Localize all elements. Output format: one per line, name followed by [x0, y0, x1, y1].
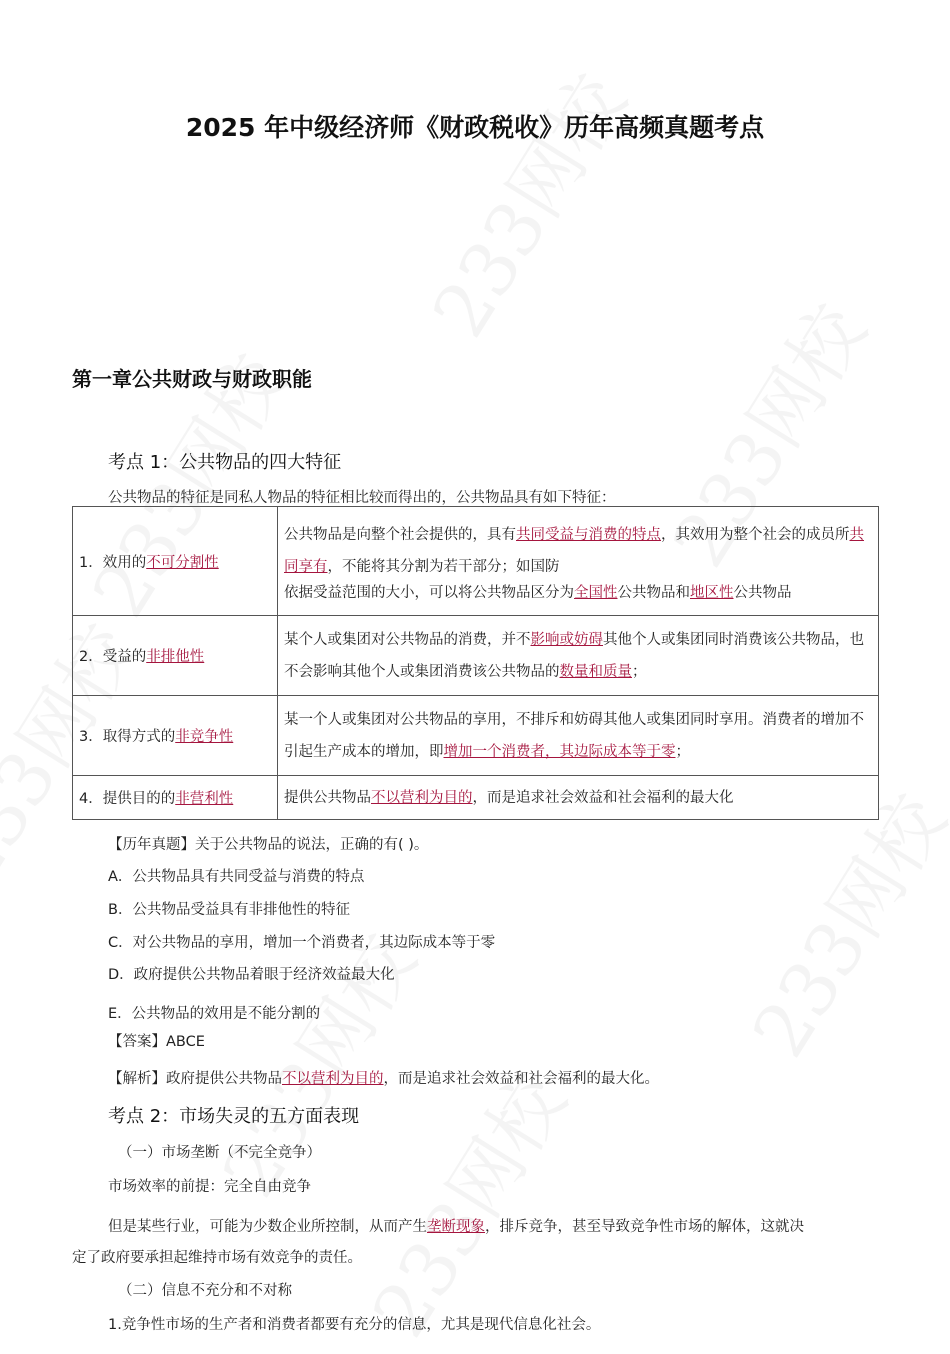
watermark: [343, 1052, 586, 1353]
table-row: [73, 616, 879, 696]
exam-question: 【历年真题】关于公共物品的说法，正确的有( )。: [108, 837, 429, 853]
analysis: 【解析】政府提供公共物品不以营利为目的，而是追求社会效益和社会福利的最大化。: [108, 1071, 659, 1087]
watermark: [193, 912, 436, 1213]
feature-desc: 某个人或集团对公共物品的消费，并不影响或妨碍其他个人或集团同时消费该公共物品，也不会影响其他个人或集团消费该公共物品的数量和质量；: [278, 616, 879, 696]
table-row: [73, 776, 879, 820]
kp1-intro: 公共物品的特征是同私人物品的特征相比较而得出的，公共物品具有如下特征：: [108, 490, 616, 506]
feature-label: 2．受益的非排他性: [73, 616, 278, 696]
kp2-paragraph-line2: 定了政府要承担起维持市场有效竞争的责任。: [72, 1250, 362, 1266]
feature-desc: 提供公共物品不以营利为目的，而是追求社会效益和社会福利的最大化: [278, 776, 879, 820]
option-d: D．政府提供公共物品着眼于经济效益最大化: [108, 967, 395, 983]
kp2-subheading-2: （二）信息不充分和不对称: [118, 1283, 292, 1299]
option-e: E．公共物品的效用是不能分割的: [108, 1006, 321, 1022]
page-title: 2025 年中级经济师《财政税收》历年高频真题考点: [185, 113, 765, 142]
feature-label: 4．提供目的的非营利性: [73, 776, 278, 820]
feature-label: 3．取得方式的非竞争性: [73, 696, 278, 776]
kp2-paragraph: 但是某些行业，可能为少数企业所控制，从而产生垄断现象，排斥竞争，甚至导致竞争性市场的解体，这就决: [108, 1219, 804, 1235]
kp2-premise: 市场效率的前提：完全自由竞争: [108, 1179, 311, 1195]
table-row: [73, 507, 879, 616]
option-c: C．对公共物品的享用，增加一个消费者，其边际成本等于零: [108, 935, 496, 951]
kp1-heading: 考点 1：公共物品的四大特征: [108, 452, 342, 473]
option-a: A．公共物品具有共同受益与消费的特点: [108, 869, 365, 885]
watermark: [403, 52, 646, 353]
table-row: [73, 696, 879, 776]
chapter-heading: 第一章公共财政与财政职能: [72, 367, 312, 391]
option-b: B．公共物品受益具有非排他性的特征: [108, 902, 350, 918]
feature-desc: 公共物品是向整个社会提供的，具有共同受益与消费的特点，其效用为整个社会的成员所共同享有，不能将其分割为若干部分；如国防 依据受益范围的大小，可以将公共物品区分为全国性公共物品和地区性公共物品: [278, 507, 879, 616]
feature-desc: 某一个人或集团对公共物品的享用，不排斥和妨碍其他人或集团同时享用。消费者的增加不引起生产成本的增加，即增加一个消费者，其边际成本等于零；: [278, 696, 879, 776]
feature-label: 1．效用的不可分割性: [73, 507, 278, 616]
kp2-heading: 考点 2：市场失灵的五方面表现: [108, 1106, 360, 1127]
answer: 【答案】ABCE: [108, 1034, 205, 1050]
kp2-subheading-1: （一）市场垄断（不完全竞争）: [118, 1145, 321, 1161]
features-table: [72, 506, 879, 820]
kp2-item-1: 1.竞争性市场的生产者和消费者都要有充分的信息，尤其是现代信息化社会。: [108, 1317, 601, 1333]
